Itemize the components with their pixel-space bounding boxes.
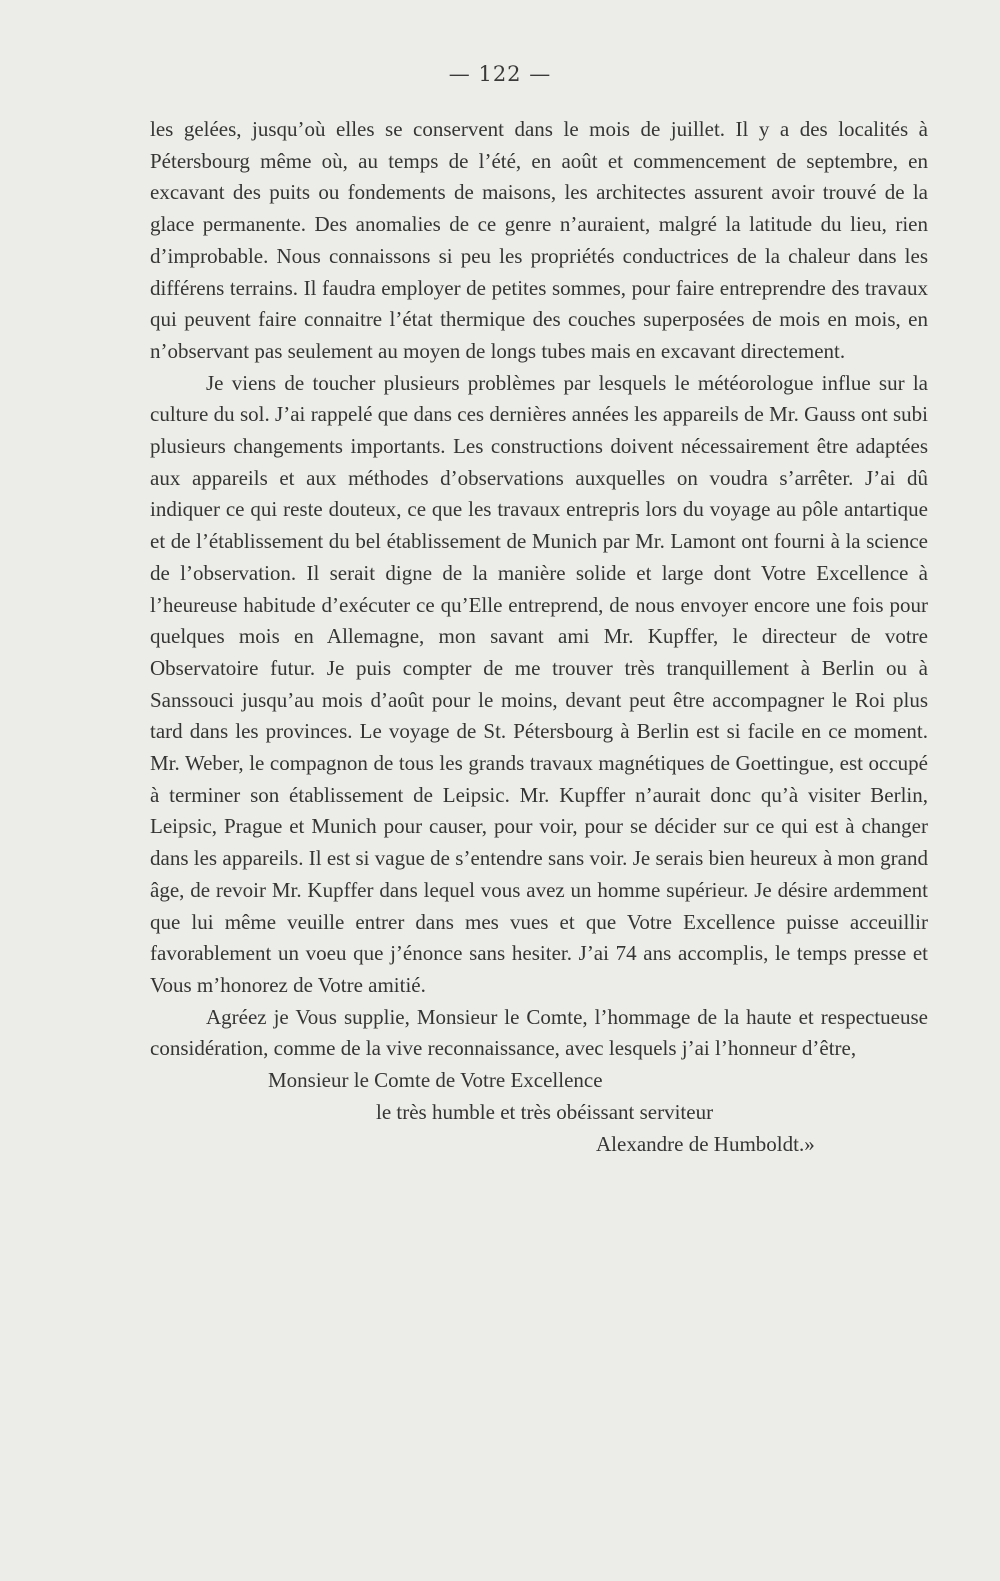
page-number: — 122 — — [448, 62, 552, 86]
letter-body — [150, 114, 928, 1160]
paragraph-2: Je viens de toucher plusieurs problèmes par lesquels le météorologue influe sur la culture du sol. J’ai rappelé que dans ces dernières années les appareils de Mr. Gauss ont subi plusieurs changements importants. Les constructions doivent nécessairement être adaptées aux appareils et aux méthodes d’observations auxquelles on voudra s’arrêter. J’ai dû indiquer ce qui reste douteux, ce que les travaux entrepris lors du voyage au pôle antartique et de l’établissement du bel établissement de Munich par Mr. Lamont ont fourni à la science de l’observation. Il serait digne de la manière solide et large dont Votre Excellence à l’heureuse habitude d’exécuter ce qu’Elle entreprend, de nous envoyer encore une fois pour quelques mois en Allemagne, mon savant ami Mr. Kupffer, le directeur de votre Observatoire futur. Je puis compter de me trouver très tranquillement à Berlin ou à Sanssouci jusqu’au mois d’août pour le moins, devant peut être accompagner le Roi plus tard dans les provinces. Le voyage de St. Pétersbourg à Berlin est si facile en ce moment. Mr. Weber, le compagnon de tous les grands travaux magnétiques de Goettingue, est occupé à terminer son établissement de Leipsic. Mr. Kupffer n’aurait donc qu’à visiter Berlin, Leipsic, Prague et Munich pour causer, pour voir, pour se décider sur ce qui est à changer dans les appareils. Il est si vague de s’entendre sans voir. Je serais bien heureux à mon grand âge, de revoir Mr. Kupffer dans lequel vous avez un homme supérieur. Je désire ardemment que lui même veuille entrer dans mes vues et que Votre Excellence puisse acceuillir favorablement un voeu que j’énonce sans hesiter. J’ai 74 ans accomplis, le temps presse et Vous m’honorez de Votre amitié. — [150, 370, 928, 997]
signoff-signature: Alexandre de Humboldt.» — [596, 1131, 815, 1156]
paragraph-3: Agréez je Vous supplie, Monsieur le Comte, l’hommage de la haute et respectueuse considération, comme de la vive reconnaissance, avec lesquels j’ai l’honneur d’être, — [150, 1004, 928, 1061]
paragraph-1: les gelées, jusqu’où elles se conservent dans le mois de juillet. Il y a des localités à Pétersbourg même où, au temps de l’été, en août et commencement de septembre, en excavant des puits ou fondements de maisons, les architectes assurent avoir trouvé de la glace permanente. Des anomalies de ce genre n’auraient, malgré la latitude du lieu, rien d’improbable. Nous connaissons si peu les propriétés conductrices de la chaleur dans les différens terrains. Il faudra employer de petites sommes, pour faire entreprendre des travaux qui peuvent faire connaitre l’état thermique des couches superposées de mois en mois, en n’observant pas seulement au moyen de longs tubes mais en excavant directement. — [150, 117, 928, 363]
signoff-closing: le très humble et très obéissant serviteur — [376, 1099, 714, 1124]
signoff-salutation: Monsieur le Comte de Votre Excellence — [268, 1068, 603, 1093]
